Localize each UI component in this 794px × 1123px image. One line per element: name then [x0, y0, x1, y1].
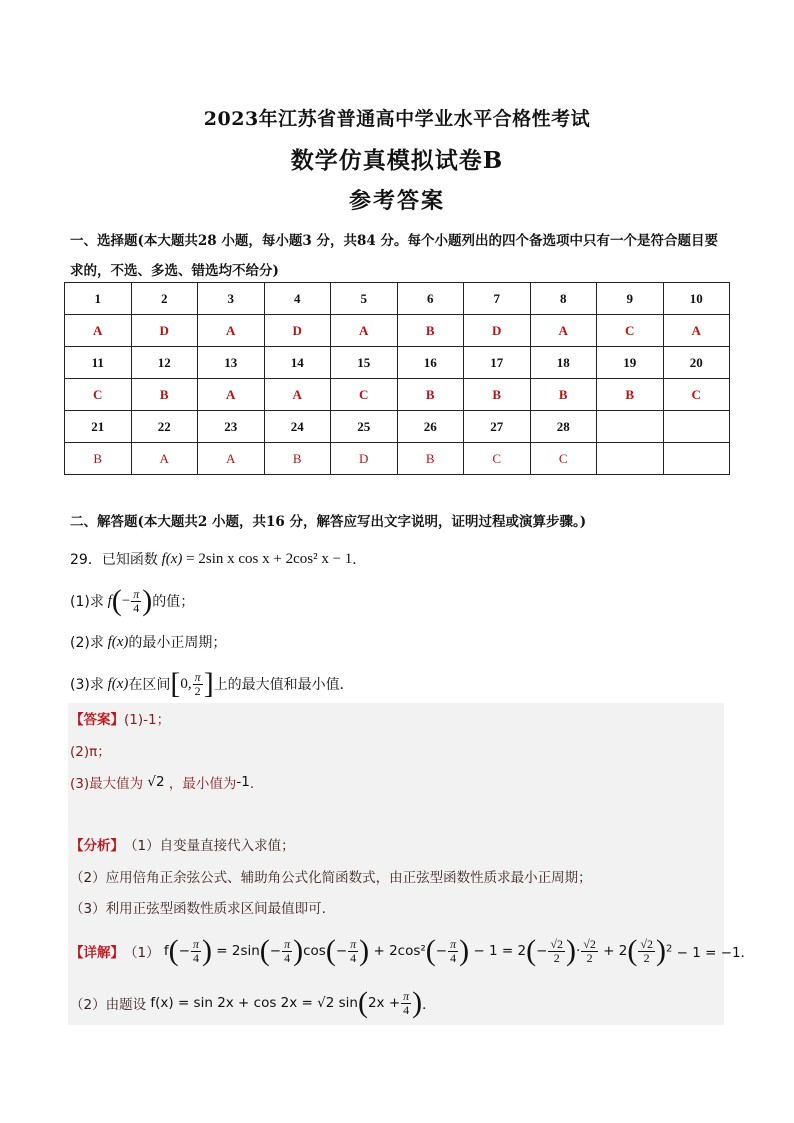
paren-close: ): [655, 934, 666, 967]
part1-suffix: 的值；: [152, 594, 195, 610]
number-row: [65, 411, 730, 443]
question-number-cell: 22: [131, 411, 198, 443]
fraction-sqrt2-over-2: $\frac{√2}{2}$: [640, 936, 653, 965]
question-number-cell: 15: [331, 347, 398, 379]
answer-cell: B: [65, 443, 132, 475]
question-number-cell: 23: [198, 411, 265, 443]
analysis-line-1: [70, 834, 295, 854]
minus-sign: −: [178, 943, 190, 959]
func-f: f: [159, 943, 169, 959]
answer-cell: C: [65, 379, 132, 411]
question-number-cell: 17: [464, 347, 531, 379]
cos: cos: [303, 943, 326, 959]
question-number-cell: 3: [198, 283, 265, 315]
question-number-cell: [663, 411, 730, 443]
question-number-cell: 24: [264, 411, 331, 443]
question-number-cell: 18: [530, 347, 597, 379]
exam-title: 2023年江苏省普通高中学业水平合格性考试: [203, 108, 591, 130]
answer-cell: A: [331, 315, 398, 347]
paper-title: 数学仿真模拟试卷B: [290, 147, 504, 174]
fraction-pi-over-4: $\frac{\pi}{4}$: [284, 936, 291, 965]
answer-cell: A: [198, 315, 265, 347]
part3-mid: 在区间: [128, 677, 171, 693]
paren-close: ): [359, 934, 370, 967]
answer-table: [64, 282, 730, 475]
dot: ·: [576, 943, 581, 959]
answer-line-2: [70, 740, 111, 760]
func-f: f: [103, 592, 112, 609]
sqrt-2: √2: [143, 774, 169, 790]
paren-close: ): [459, 934, 470, 967]
answer-cell: C: [464, 443, 531, 475]
func-fx: f(x): [103, 675, 129, 692]
paren-open: (: [627, 934, 638, 967]
fraction-pi-over-4: $\frac{\pi}{4}$: [403, 988, 410, 1017]
question-number-cell: 27: [464, 411, 531, 443]
question-number-cell: 1: [65, 283, 132, 315]
answer-cell: A: [264, 379, 331, 411]
fraction-pi-over-4: $\frac{\pi}{4}$: [192, 936, 199, 965]
fraction-sqrt2-over-2: $\frac{√2}{2}$: [550, 936, 563, 965]
stem-expression: = 2sin x cos x + 2cos² x − 1: [186, 550, 353, 567]
detail-line-1: [70, 936, 754, 966]
section2-heading: 二、解答题(本大题共2 小题，共16 分，解答应写出文字说明，证明过程或演算步骤。): [70, 514, 587, 530]
question-number-cell: 13: [198, 347, 265, 379]
analysis-line-3: [70, 897, 326, 917]
answer-cell: A: [65, 315, 132, 347]
minus-sign: −: [269, 943, 282, 959]
paren-open: (: [168, 934, 179, 967]
minus-1-eq-2: − 1 = 2: [469, 943, 527, 959]
func-fx: f(x): [146, 995, 178, 1011]
answer-cell: B: [131, 379, 198, 411]
part1-prefix: (1)求: [70, 594, 104, 610]
paren-close: ): [201, 934, 212, 967]
analysis-2: （2）应用倍角正余弦公式、辅助角公式化简函数式，由正弦型函数性质求最小正周期；: [70, 870, 592, 886]
question-number-cell: 21: [65, 411, 132, 443]
squared-minus-1: $^2$ − 1 = −1．: [665, 943, 755, 961]
question-number-cell: 16: [397, 347, 464, 379]
fraction-pi-over-4: $\frac{\pi}{4}$: [133, 586, 140, 615]
answer-3-end: ．: [249, 776, 264, 792]
question-number-cell: 14: [264, 347, 331, 379]
answer-cell: D: [331, 443, 398, 475]
question-number-cell: 12: [131, 347, 198, 379]
number-row: [65, 283, 730, 315]
question-number-cell: 5: [331, 283, 398, 315]
func-fx: f(x): [157, 550, 187, 567]
question-29-part1: [70, 586, 194, 616]
question-number-cell: 7: [464, 283, 531, 315]
analysis-tag: 【分析】: [70, 838, 124, 854]
answer-key-title: 参考答案: [348, 188, 445, 214]
minus-sign: −: [335, 943, 348, 959]
answer-cell: B: [397, 315, 464, 347]
stem-prefix: 29．已知函数: [70, 552, 158, 568]
part2-suffix: 的最小正周期；: [128, 635, 227, 651]
detail-2-end: ．: [422, 997, 436, 1013]
detail-1-label: （1）: [124, 945, 160, 961]
answer-cell: A: [663, 315, 730, 347]
fraction-pi-over-2: $\frac{\pi}{2}$: [194, 669, 201, 698]
interval-zero: 0,: [180, 675, 192, 692]
eq-2sin: = 2sin: [211, 943, 260, 959]
question-number-cell: 9: [597, 283, 664, 315]
part3-suffix: 上的最大值和最小值．: [213, 677, 354, 693]
bracket-close: ]: [203, 667, 214, 700]
answer-cell: [663, 443, 730, 475]
answer-cell: [597, 443, 664, 475]
answer-cell: C: [597, 315, 664, 347]
paren-open: (: [325, 934, 336, 967]
answer-cell: B: [597, 379, 664, 411]
question-number-cell: 2: [131, 283, 198, 315]
answer-cell: A: [198, 379, 265, 411]
answer-line-3: [70, 772, 263, 792]
paren-open: (: [111, 584, 122, 617]
answer-cell: B: [397, 443, 464, 475]
question-number-cell: 10: [663, 283, 730, 315]
answer-cell: A: [530, 315, 597, 347]
analysis-line-2: [70, 866, 592, 886]
answer-cell: C: [331, 379, 398, 411]
part3-prefix: (3)求: [70, 677, 104, 693]
paren-close: ): [142, 584, 153, 617]
answer-cell: C: [530, 443, 597, 475]
answer-row: [65, 443, 730, 475]
question-number-cell: 4: [264, 283, 331, 315]
answer-cell: A: [131, 443, 198, 475]
answer-3-min: -1: [236, 774, 250, 790]
answer-cell: D: [464, 315, 531, 347]
question-number-cell: 20: [663, 347, 730, 379]
answer-tag: 【答案】: [70, 712, 124, 728]
paren-close: ): [293, 934, 304, 967]
question-29-part3: [70, 669, 354, 699]
minus-sign: −: [121, 592, 131, 609]
answer-1: (1)-1；: [124, 712, 171, 728]
analysis-3: （3）利用正弦型函数性质求区间最值即可.: [70, 901, 326, 917]
answer-3-mid: ，最小值为: [168, 776, 237, 792]
question-number-cell: 11: [65, 347, 132, 379]
minus-sign: −: [536, 943, 548, 959]
question-number-cell: 6: [397, 283, 464, 315]
stem-end: ．: [352, 552, 367, 568]
minus-sign: −: [435, 943, 448, 959]
answer-cell: B: [464, 379, 531, 411]
fraction-sqrt2-over-2: $\frac{√2}{2}$: [583, 936, 596, 965]
detail-tag: 【详解】: [70, 945, 124, 961]
answer-line-1: [70, 708, 170, 728]
plus-2cos2: + 2cos²: [369, 943, 426, 959]
answer-cell: B: [530, 379, 597, 411]
solution-panel: [68, 703, 724, 1025]
question-29-stem: [70, 549, 366, 569]
detail-line-2: [70, 988, 436, 1018]
question-29-part2: [70, 632, 226, 652]
paren-open: (: [526, 934, 537, 967]
answer-cell: B: [397, 379, 464, 411]
paren-close: ): [412, 986, 423, 1019]
answer-row: [65, 315, 730, 347]
func-fx: f(x): [103, 633, 129, 650]
paren-open: (: [425, 934, 436, 967]
fraction-pi-over-4: $\frac{\pi}{4}$: [450, 936, 457, 965]
analysis-1: （1）自变量直接代入求值；: [124, 838, 295, 854]
fraction-pi-over-4: $\frac{\pi}{4}$: [350, 936, 357, 965]
bracket-open: [: [170, 667, 181, 700]
plus-2: + 2: [598, 943, 628, 959]
answer-row: [65, 379, 730, 411]
paren-open: (: [259, 934, 270, 967]
section1-heading: 一、选择题(本大题共28 小题，每小题3 分，共84 分。每个小题列出的四个备选项中只有一个是符合题目要求的，不选、多选、错选均不给分): [70, 233, 718, 279]
answer-cell: D: [264, 315, 331, 347]
answer-cell: C: [663, 379, 730, 411]
question-number-cell: 26: [397, 411, 464, 443]
answer-3-prefix: (3)最大值为: [70, 776, 144, 792]
detail-2-label: （2）由题设: [70, 997, 147, 1013]
question-number-cell: 19: [597, 347, 664, 379]
question-number-cell: 8: [530, 283, 597, 315]
question-number-cell: 28: [530, 411, 597, 443]
number-row: [65, 347, 730, 379]
question-number-cell: [597, 411, 664, 443]
answer-cell: D: [131, 315, 198, 347]
paren-open: (: [357, 986, 368, 1019]
part2-prefix: (2)求: [70, 635, 104, 651]
detail-2-expr: = sin 2x + cos 2x = √2 sin: [177, 995, 358, 1011]
answer-2: (2)π；: [70, 744, 111, 760]
question-number-cell: 25: [331, 411, 398, 443]
answer-cell: B: [264, 443, 331, 475]
answer-cell: A: [198, 443, 265, 475]
two-x-plus: 2x +: [367, 995, 401, 1011]
paren-close: ): [566, 934, 576, 967]
